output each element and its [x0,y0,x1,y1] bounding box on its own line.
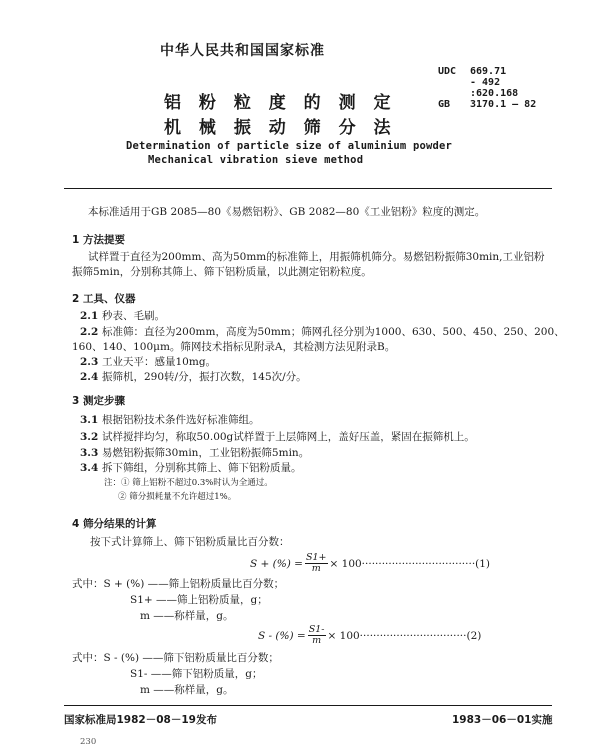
section-1-heading: 1 方法提要 [72,234,125,246]
where-2-line3: m ——称样量，g。 [140,684,234,696]
formula-1-numerator: S1+ [305,552,327,563]
item-2-2-no: 2.2 [80,326,99,338]
item-3-1 [80,413,260,427]
title-en-line2: Mechanical vibration sieve method [148,154,364,166]
note-1: 注：① 筛上铝粉不超过0.3%时认为全通过。 [104,478,273,488]
item-3-2-text: 试样搅拌均匀，称取50.00g试样置于上层筛网上，盖好压盖，紧固在振筛机上。 [102,431,475,443]
udc-line3: :620.168 [470,88,519,99]
item-3-3-text: 易燃铝粉振筛30min，工业铝粉振筛5min。 [102,447,310,459]
item-2-3 [80,355,216,369]
formula-1 [250,553,490,574]
item-2-3-text: 工业天平：感量10mg。 [102,356,217,368]
item-2-1-text: 秒表、毛刷。 [102,310,165,322]
item-2-1 [80,309,165,323]
where-2-line2: S1- ——筛下铝粉质量，g； [130,668,263,680]
scope-statement: 本标准适用于GB 2085—80《易燃铝粉》、GB 2082—80《工业铝粉》粒度的测定。 [88,206,486,218]
title-cn-line1: 铝 粉 粒 度 的 测 定 [164,93,397,113]
formula-1-rhs: × 100··································(1) [329,557,491,570]
udc-line2: - 492 [470,77,501,88]
section-4-intro: 按下式计算筛上、筛下铝粉质量比百分数： [90,536,290,548]
item-3-3 [80,446,309,460]
udc-label: UDC [438,66,457,77]
section-2-heading: 2 工具、仪器 [72,293,136,305]
udc-line1: 669.71 [470,66,507,77]
formula-2-lhs: S - (%) = [258,629,306,642]
item-3-4 [80,461,302,475]
item-3-1-text: 根据铝粉技术条件选好标准筛组。 [102,414,260,426]
note-2: ② 筛分损耗量不允许超过1%。 [118,492,237,502]
gb-label: GB [438,99,451,110]
formula-2-rhs: × 100································(2) [327,629,482,642]
formula-2-fraction [308,625,326,646]
udc-block [438,66,548,110]
item-2-2-text-line2: 160、140、100μm。筛网技术指标见附录A，其检测方法见附录B。 [72,341,396,353]
issued-date: 国家标准局1982－08－19发布 [64,714,217,726]
formula-2-numerator: S1- [308,624,325,635]
effective-date: 1983－06－01实施 [452,714,553,726]
where-1-line1: 式中：S + (%) ——筛上铝粉质量比百分数； [72,578,285,590]
item-2-4-no: 2.4 [80,371,99,383]
page-number-fragment: 230 [80,737,97,747]
formula-2 [258,625,481,646]
item-3-4-text: 拆下筛组，分别称其筛上、筛下铝粉质量。 [102,462,302,474]
item-3-1-no: 3.1 [80,414,99,426]
item-3-2 [80,430,475,444]
section-1-para-line1: 试样置于直径为200mm、高为50mm的标准筛上，用振筛机筛分。易燃铝粉振筛30min,工业铝粉 [88,251,545,263]
formula-1-lhs: S + (%) = [250,557,303,570]
item-2-4 [80,370,307,384]
item-2-1-no: 2.1 [80,310,99,322]
item-2-4-text: 振筛机，290转/分，振打次数，145次/分。 [102,371,307,383]
item-2-2 [80,325,565,339]
formula-2-denominator: m [312,635,322,646]
footer-rule [64,705,552,706]
item-3-4-no: 3.4 [80,462,99,474]
formula-1-fraction [305,553,328,574]
section-4-heading: 4 筛分结果的计算 [72,518,157,530]
where-1-line2: S1+ ——筛上铝粉质量，g； [130,594,268,606]
item-3-3-no: 3.3 [80,447,99,459]
where-1-line3: m ——称样量，g。 [140,610,234,622]
formula-1-denominator: m [311,563,321,574]
where-2-line1: 式中：S - (%) ——筛下铝粉质量比百分数； [72,652,279,664]
item-3-2-no: 3.2 [80,431,99,443]
item-2-2-text-line1: 标准筛：直径为200mm，高度为50mm；筛网孔径分别为1000、630、500、450、250、200、 [102,326,565,338]
issuing-authority: 中华人民共和国国家标准 [160,43,325,59]
section-3-heading: 3 测定步骤 [72,395,125,407]
section-1-para-line2: 振筛5min，分别称其筛上、筛下铝粉质量，以此测定铝粉粒度。 [72,266,372,278]
title-en-line1: Determination of particle size of aluminium powder [126,140,453,152]
title-cn-line2: 机 械 振 动 筛 分 法 [164,118,397,138]
gb-code: 3170.1 — 82 [470,99,537,110]
item-2-3-no: 2.3 [80,356,99,368]
header-rule [64,188,552,189]
